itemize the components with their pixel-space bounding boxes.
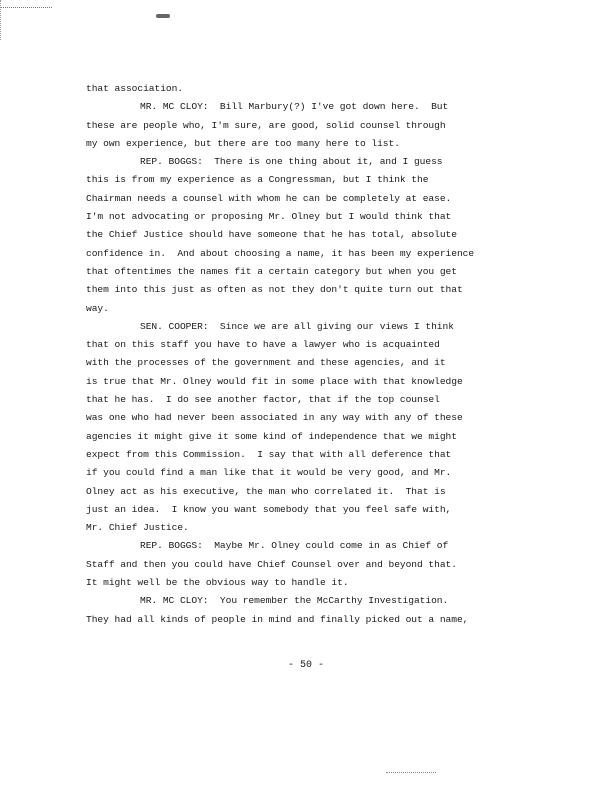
transcript-line: way. (86, 302, 109, 314)
transcript-line: these are people who, I'm sure, are good, solid counsel through (86, 119, 446, 131)
transcript-line: with the processes of the government and these agencies, and it (86, 357, 446, 369)
transcript-line: that on this staff you have to have a lawyer who is acquainted (86, 339, 440, 351)
transcript-line: confidence in. And about choosing a name, it has been my experience (86, 247, 475, 259)
transcript-line: Mr. Chief Justice. (86, 522, 189, 534)
page-number: - 50 - (287, 660, 324, 671)
transcript-line: Olney act as his executive, the man who correlated it. That is (86, 485, 446, 497)
transcript-line: this is from my experience as a Congressman, but I think the (86, 174, 429, 186)
transcript-line: Chairman needs a counsel with whom he can be completely at ease. (86, 192, 452, 204)
transcript-line: MR. MC CLOY: You remember the McCarthy Investigation. (140, 595, 449, 607)
transcript-line: my own experience, but there are too many here to list. (86, 137, 400, 149)
transcript-line: expect from this Commission. I say that with all deference that (86, 448, 452, 460)
transcript-line: REP. BOGGS: There is one thing about it, and I guess (140, 156, 443, 168)
transcript-line: REP. BOGGS: Maybe Mr. Olney could come in as Chief of (140, 540, 449, 552)
transcript-line: It might well be the obvious way to handle it. (86, 577, 349, 589)
transcript-line: SEN. COOPER: Since we are all giving our views I think (140, 320, 454, 332)
transcript-line: MR. MC CLOY: Bill Marbury(?) I've got down here. But (140, 101, 449, 113)
ink-smudge (156, 14, 170, 18)
transcript-line: I'm not advocating or proposing Mr. Olney but I would think that (86, 211, 452, 223)
transcript-line: is true that Mr. Olney would fit in some place with that knowledge (86, 375, 463, 387)
transcript-line: that oftentimes the names fit a certain category but when you get (86, 265, 457, 277)
transcript-line: that he has. I do see another factor, that if the top counsel (86, 394, 440, 406)
transcript-line: if you could find a man like that it would be very good, and Mr. (86, 467, 452, 479)
transcript-body (86, 80, 475, 629)
transcript-line: the Chief Justice should have someone that he has total, absolute (86, 229, 457, 241)
transcript-line: They had all kinds of people in mind and finally picked out a name, (86, 613, 469, 625)
transcript-line: just an idea. I know you want somebody that you feel safe with, (86, 503, 452, 515)
transcript-line: Staff and then you could have Chief Counsel over and beyond that. (86, 558, 457, 570)
scan-mark-left (0, 0, 1, 40)
scan-mark-top (0, 7, 52, 8)
transcript-line: agencies it might give it some kind of independence that we might (86, 430, 457, 442)
transcript-line: that association. (86, 83, 184, 94)
transcript-line: was one who had never been associated in any way with any of these (86, 412, 463, 424)
transcript-line: them into this just as often as not they don't quite turn out that (86, 284, 463, 296)
scan-mark-bottom (386, 772, 436, 773)
